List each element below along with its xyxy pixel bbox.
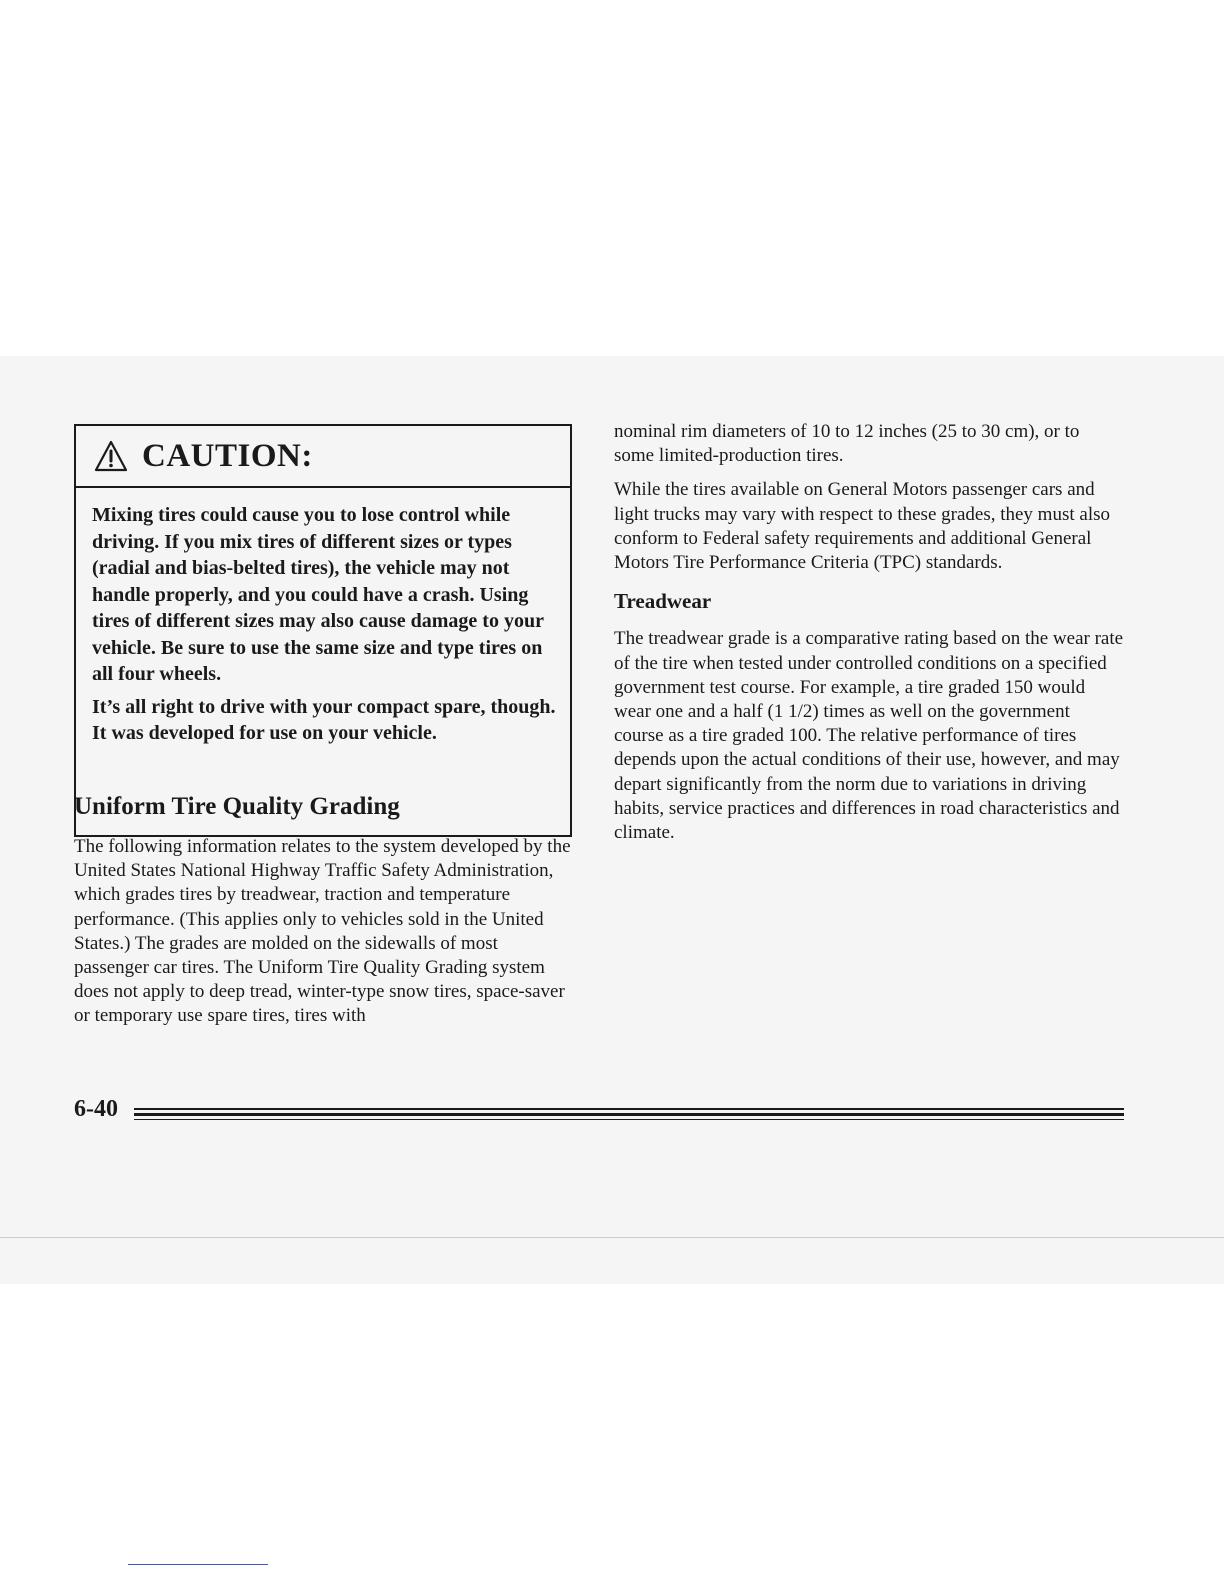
- treadwear-paragraph: The treadwear grade is a comparative rating based on the wear rate of the tire when tested under controlled conditions on a specified government test course. For example, a tire graded 150 would wear one and a half (1 1/2) times as well on the government course as a tire graded 100. The relative performance of tires depends upon the actual conditions of their use, however, and may depart significantly from the norm due to variations in driving habits, service practices and differences in road characteristics and climate.: [614, 628, 1124, 844]
- tpc-paragraph: While the tires available on General Motors passenger cars and light trucks may vary with respect to these grades, they must also conform to Federal safety requirements and additional General Motors Tire Performance Criteria (TPC) standards.: [614, 479, 1110, 574]
- caution-header: [76, 426, 570, 488]
- footer-rule: [134, 1108, 1124, 1110]
- footer-rule: [134, 1119, 1124, 1120]
- caution-box: [74, 424, 572, 837]
- warning-triangle-icon: [94, 440, 128, 472]
- caution-body: [76, 488, 570, 747]
- continuation-paragraph: nominal rim diameters of 10 to 12 inches (25 to 30 cm), or to some limited-production tires.: [614, 421, 1080, 467]
- link-underline[interactable]: [128, 1564, 268, 1565]
- uniform-grading-text: The following information relates to the system developed by the United States National Highway Traffic Safety Administration, which grades tires by treadwear, traction and temperature performance. (This applies only to vehicles sold in the United States.) The grades are molded on the sidewalls of most passenger car tires. The Uniform Tire Quality Grading system does not apply to deep tread, winter-type snow tires, space-saver or temporary use spare tires, tires with: [74, 836, 571, 1027]
- right-column: [614, 420, 1124, 855]
- caution-paragraph: Mixing tires could cause you to lose control while driving. If you mix tires of different sizes or types (radial and bias-belted tires), the vehicle may not handle properly, and you could have a crash. Using tires of different sizes may also cause damage to your vehicle. Be sure to use the same size and type tires on all four wheels.: [92, 504, 544, 685]
- caution-paragraph: It’s all right to drive with your compact spare, though. It was developed for use on your vehicle.: [92, 695, 556, 744]
- page-edge-rule: [0, 1237, 1224, 1238]
- caution-title: CAUTION:: [142, 437, 313, 474]
- section-heading-uniform-grading: Uniform Tire Quality Grading: [74, 793, 400, 820]
- footer-rule: [134, 1113, 1124, 1116]
- page-footer: [74, 1096, 1124, 1132]
- treadwear-heading: Treadwear: [614, 589, 712, 614]
- page-number: 6-40: [74, 1096, 118, 1122]
